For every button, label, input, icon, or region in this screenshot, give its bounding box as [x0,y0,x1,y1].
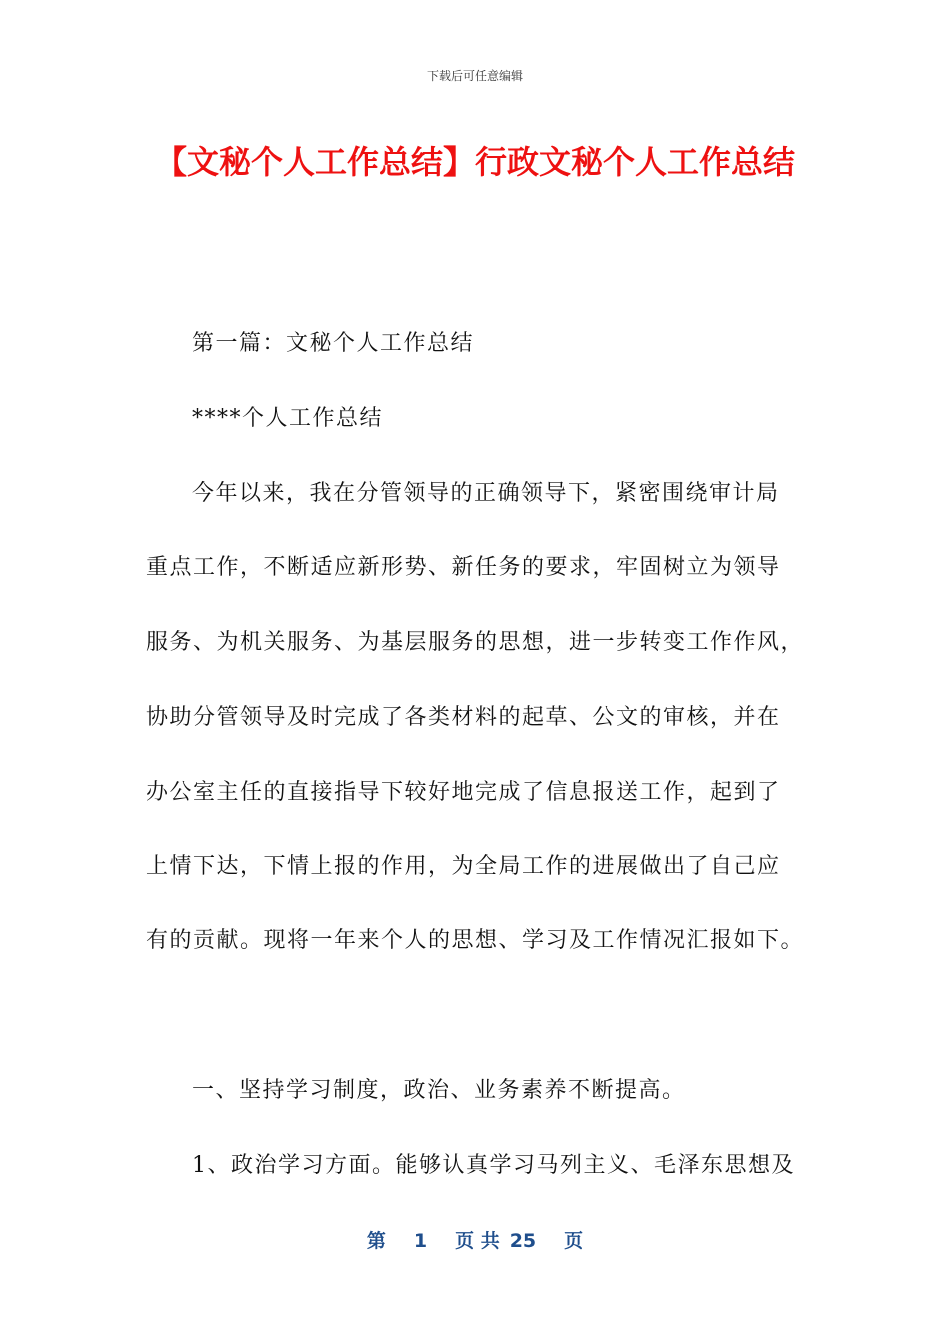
page-footer [0,1226,950,1253]
paragraph-line: 重点工作，不断适应新形势、新任务的要求，牢固树立为领导 [146,555,781,580]
paragraph-line: 上情下达，下情上报的作用，为全局工作的进展做出了自己应 [146,854,781,879]
total-pages-number: 25 [509,1230,537,1252]
paragraph-line: 协助分管领导及时完成了各类材料的起草、公文的审核，并在 [146,705,781,730]
paragraph-line: 服务、为机关服务、为基层服务的思想，进一步转变工作作风， [146,630,805,655]
paragraph-line: 1、政治学习方面。能够认真学习马列主义、毛泽东思想及 [192,1153,795,1178]
page-header-note: 下载后可任意编辑 [426,69,523,83]
subheading: ****个人工作总结 [192,406,384,431]
page-prefix: 第 [366,1230,386,1252]
paragraph-line: 办公室主任的直接指导下较好地完成了信息报送工作，起到了 [146,780,781,805]
page-suffix: 页 [564,1230,584,1252]
paragraph-line: 今年以来，我在分管领导的正确领导下，紧密围绕审计局 [192,481,780,506]
section-point: 一、坚持学习制度，政治、业务素养不断提高。 [192,1078,686,1103]
section-heading: 第一篇：文秘个人工作总结 [192,331,475,356]
current-page-number: 1 [413,1230,428,1252]
document-title: 【文秘个人工作总结】行政文秘个人工作总结 [154,143,795,181]
paragraph-line: 有的贡献。现将一年来个人的思想、学习及工作情况汇报如下。 [146,928,805,953]
page-mid: 页 共 [455,1230,500,1252]
